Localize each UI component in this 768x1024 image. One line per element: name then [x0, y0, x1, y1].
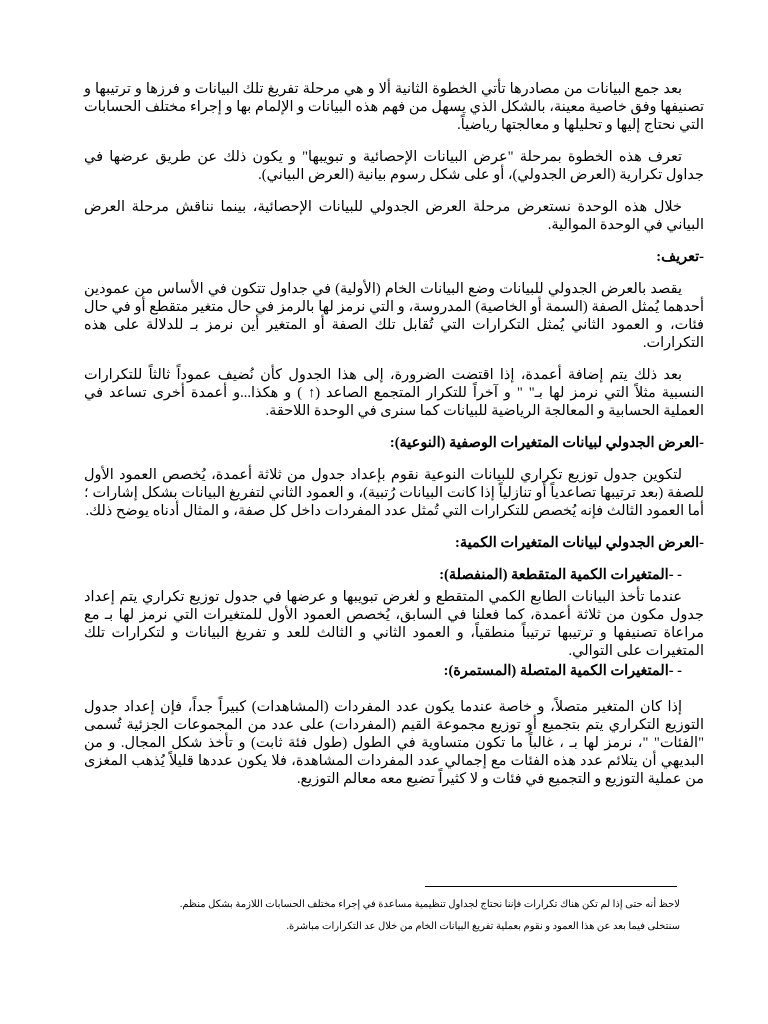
footnote-divider	[425, 886, 677, 887]
spacer	[84, 684, 704, 698]
paragraph-definition: يقصد بالعرض الجدولي للبيانات وضع البيانات الخام (الأولية) في جداول تتكون في الأساس من عمودين أحدهما يُمثل الصفة (السمة أو الخاصية) المدروسة، و التي نرمز لها بالرمز في حال متغير متقطع أو في حال فئات، و العمود الثاني يُمثل التكرارات التي تُقابل تلك الصفة أو المتغير أين نرمز بـ للدلالة على هذه التكرارات.	[84, 281, 704, 351]
paragraph-display-stage: تعرف هذه الخطوة بمرحلة "عرض البيانات الإحصائية و تبويبها" و يكون ذلك عن طريق عرضها في جداول تكرارية (العرض الجدولي)، أو على شكل رسوم بيانية (العرض البياني).	[84, 149, 704, 183]
heading-definition: -تعريف:	[656, 249, 704, 265]
paragraph-continuous: إذا كان المتغير متصلاً، و خاصة عندما يكون عدد المفردات (المشاهدات) كبيراً جداً، فإن إعداد جدول التوزيع التكراري يتم بتجميع أو توزيع مجموعة القيم (المفردات) على عدد من المجموعات الجزئية تُسمى "الفئات" "، نرمز لها بـ ، غالباً ما تكون متساوية في الطول (طول فئة ثابت) و تأخذ شكل المجال. و من البديهي أن يتلائم عدد هذه الفئات مع إجمالي عدد المفردات المشاهدة، فلا يكون عددها قليلاً يُذهب المغزى من عملية التوزيع و التجميع في فئات و لا كثيراً تضيع معه معالم التوزيع.	[84, 699, 704, 787]
paragraph-intro: بعد جمع البيانات من مصادرها تأتي الخطوة الثانية ألا و هي مرحلة تفريغ تلك البيانات و فرزها و ترتيبها و تصنيفها وفق خاصية معينة، بالشكل الذي يسهل من فهم هذه البيانات و الإلمام بها و إجراء مختلف الحسابات التي نحتاج إليها و تحليلها و معالجتها رياضياً.	[84, 81, 704, 133]
footnotes	[110, 894, 680, 938]
footnote-1: لاحظ أنه حتى إذا لم تكن هناك تكرارات فإننا نحتاج لجداول تنظيمية مساعدة في إجراء مختلف الحسابات اللازمة بشكل منظم.	[179, 899, 680, 910]
footnote-2: سنتخلى فيما بعد عن هذا العمود و نقوم بعملية تفريغ البيانات الخام من خلال عد التكرارات مباشرة.	[286, 921, 680, 932]
paragraph-qualitative: لتكوين جدول توزيع تكراري للبيانات النوعية نقوم بإعداد جدول من ثلاثة أعمدة، يُخصص العمود الأول للصفة (بعد ترتيبها تصاعدياً أو تنازلياً إذا كانت البيانات رُتبية)، و العمود الثاني لتفريغ البيانات بشكل إشارات ؛ أما العمود الثالث فإنه يُخصص للتكرارات التي تُمثل عدد المفردات داخل كل صفة، و المثال أدناه يوضح ذلك.	[84, 467, 704, 519]
heading-discrete: - -المتغيرات الكمية المتقطعة (المنفصلة):	[439, 567, 682, 583]
paragraph-discrete: عندما تأخذ البيانات الطابع الكمي المتقطع و لغرض تبويبها و عرضها في جدول توزيع تكراري يتم إعداد جدول مكون من ثلاثة أعمدة، كما فعلنا في السابق، يُخصص العمود الأول للمتغيرات التي نرمز لها بـ مع مراعاة تصنيفها و ترتيبها ترتيباً منطقياً، و العمود الثاني و الثالث للعد و تفريغ البيانات و لتكرارات تلك المتغيرات على التوالي.	[84, 589, 704, 659]
heading-continuous: - -المتغيرات الكمية المتصلة (المستمرة):	[443, 663, 682, 679]
document-body	[84, 80, 704, 802]
paragraph-extra-columns: بعد ذلك يتم إضافة أعمدة، إذا اقتضت الضرورة، إلى هذا الجدول كأن نُضيف عموداً ثالثاً للتكرارات النسبية مثلاً التي نرمز لها بـ" " و آخراً للتكرار المتجمع الصاعد (↑ ) و هكذا...و أعمدة أخرى تساعد في العملية الحسابية و المعالجة الرياضية للبيانات كما سنرى في الوحدة اللاحقة.	[84, 367, 704, 419]
heading-quantitative: -العرض الجدولي لبيانات المتغيرات الكمية:	[455, 535, 704, 551]
paragraph-unit-overview: خلال هذه الوحدة نستعرض مرحلة العرض الجدولي للبيانات الإحصائية، بينما نناقش مرحلة العرض البياني في الوحدة الموالية.	[84, 199, 704, 233]
heading-qualitative: -العرض الجدولي لبيانات المتغيرات الوصفية (النوعية):	[389, 435, 704, 451]
